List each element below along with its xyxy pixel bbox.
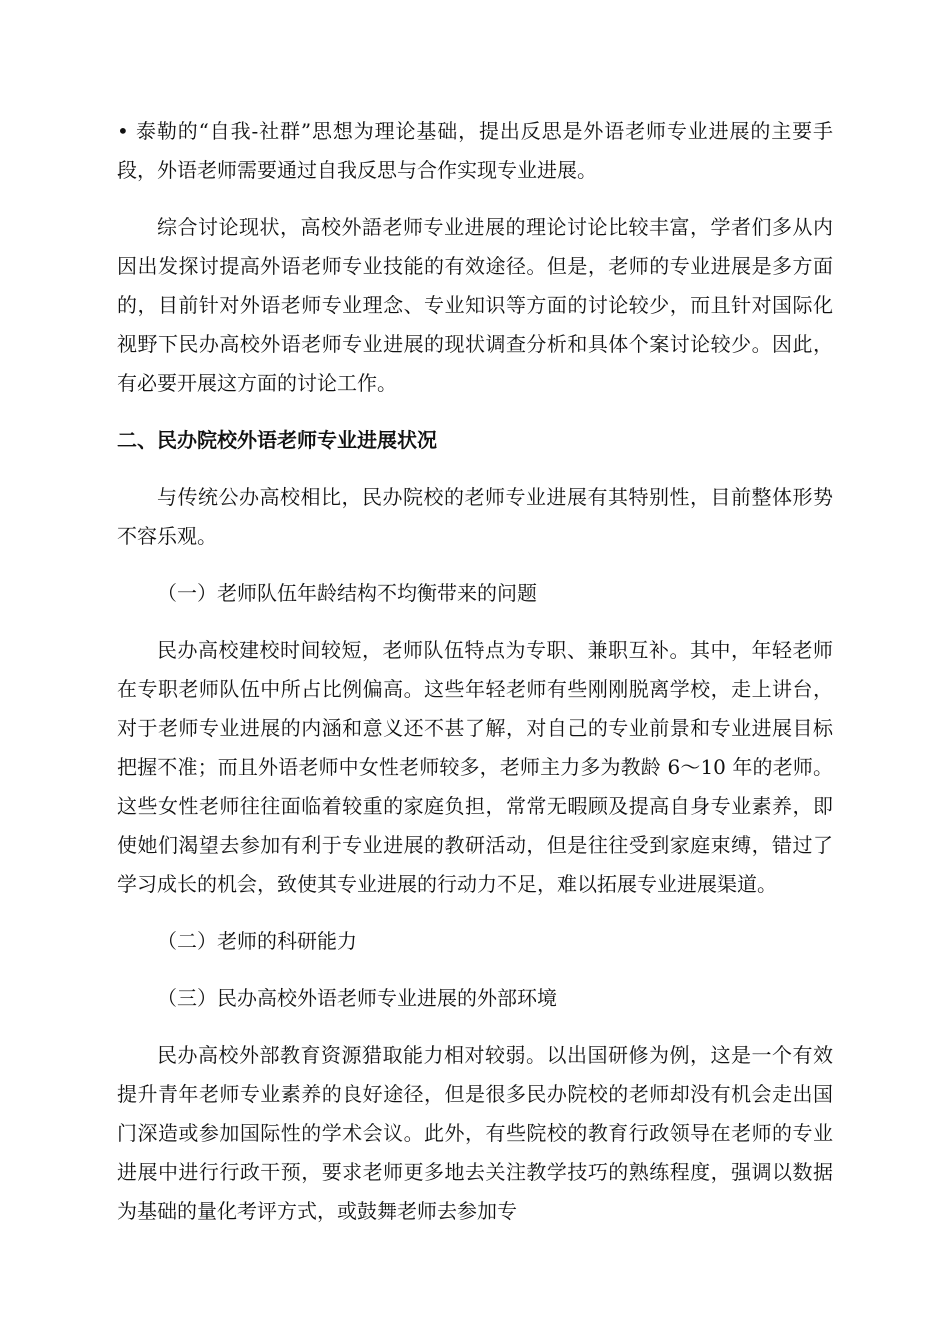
paragraph-age-structure: 民办高校建校时间较短，老师队伍特点为专职、兼职互补。其中，年轻老师在专职老师队伍中所占比例偏高。这些年轻老师有些刚刚脱离学校，走上讲台，对于老师专业进展的内涵和意义还不甚了解，对自己的专业前景和专业进展目标把握不准；而且外语老师中女性老师较多，老师主力多为教龄 6～10 年的老师。这些女性老师往往面临着较重的家庭负担，常常无暇顾及提高自身专业素养，即使她们渴望去参加有利于专业进展的教研活动，但是往往受到家庭束缚，错过了学习成长的机会，致使其专业进展的行动力不足，难以拓展专业进展渠道。	[117, 638, 833, 896]
paragraph-research-summary: 综合讨论现状，高校外語老师专业进展的理论讨论比较丰富，学者们多从内因出发探讨提高外语老师专业技能的有效途径。但是，老师的专业进展是多方面的，目前针对外语老师专业理念、专业知识等方面的讨论较少，而且针对国际化视野下民办高校外语老师专业进展的现状调查分析和具体个案讨论较少。因此，有必要开展这方面的讨论工作。	[117, 215, 833, 395]
subheading-external-environment: （三）民办高校外语老师专业进展的外部环境	[157, 986, 557, 1010]
section-heading-2: 二、民办院校外语老师专业进展状况	[117, 428, 437, 452]
document-page	[117, 112, 833, 1249]
paragraph-taylor-theory: • 泰勒的“自我-社群”思想为理论基础，提出反思是外语老师专业进展的主要手段，外语老师需要通过自我反思与合作实现专业进展。	[117, 119, 833, 182]
subheading-age-structure: （一）老师队伍年龄结构不均衡带来的问题	[157, 581, 537, 605]
subheading-research-ability: （二）老师的科研能力	[157, 929, 357, 953]
paragraph-section-intro: 与传统公办高校相比，民办院校的老师专业进展有其特别性，目前整体形势不容乐观。	[117, 485, 833, 548]
paragraph-external-environment: 民办高校外部教育资源猎取能力相对较弱。以出国研修为例，这是一个有效提升青年老师专业素养的良好途径，但是很多民办院校的老师却没有机会走出国门深造或参加国际性的学术会议。此外，有些院校的教育行政领导在老师的专业进展中进行行政干预，要求老师更多地去关注教学技巧的熟练程度，强调以数据为基础的量化考评方式，或鼓舞老师去参加专	[117, 1043, 833, 1223]
